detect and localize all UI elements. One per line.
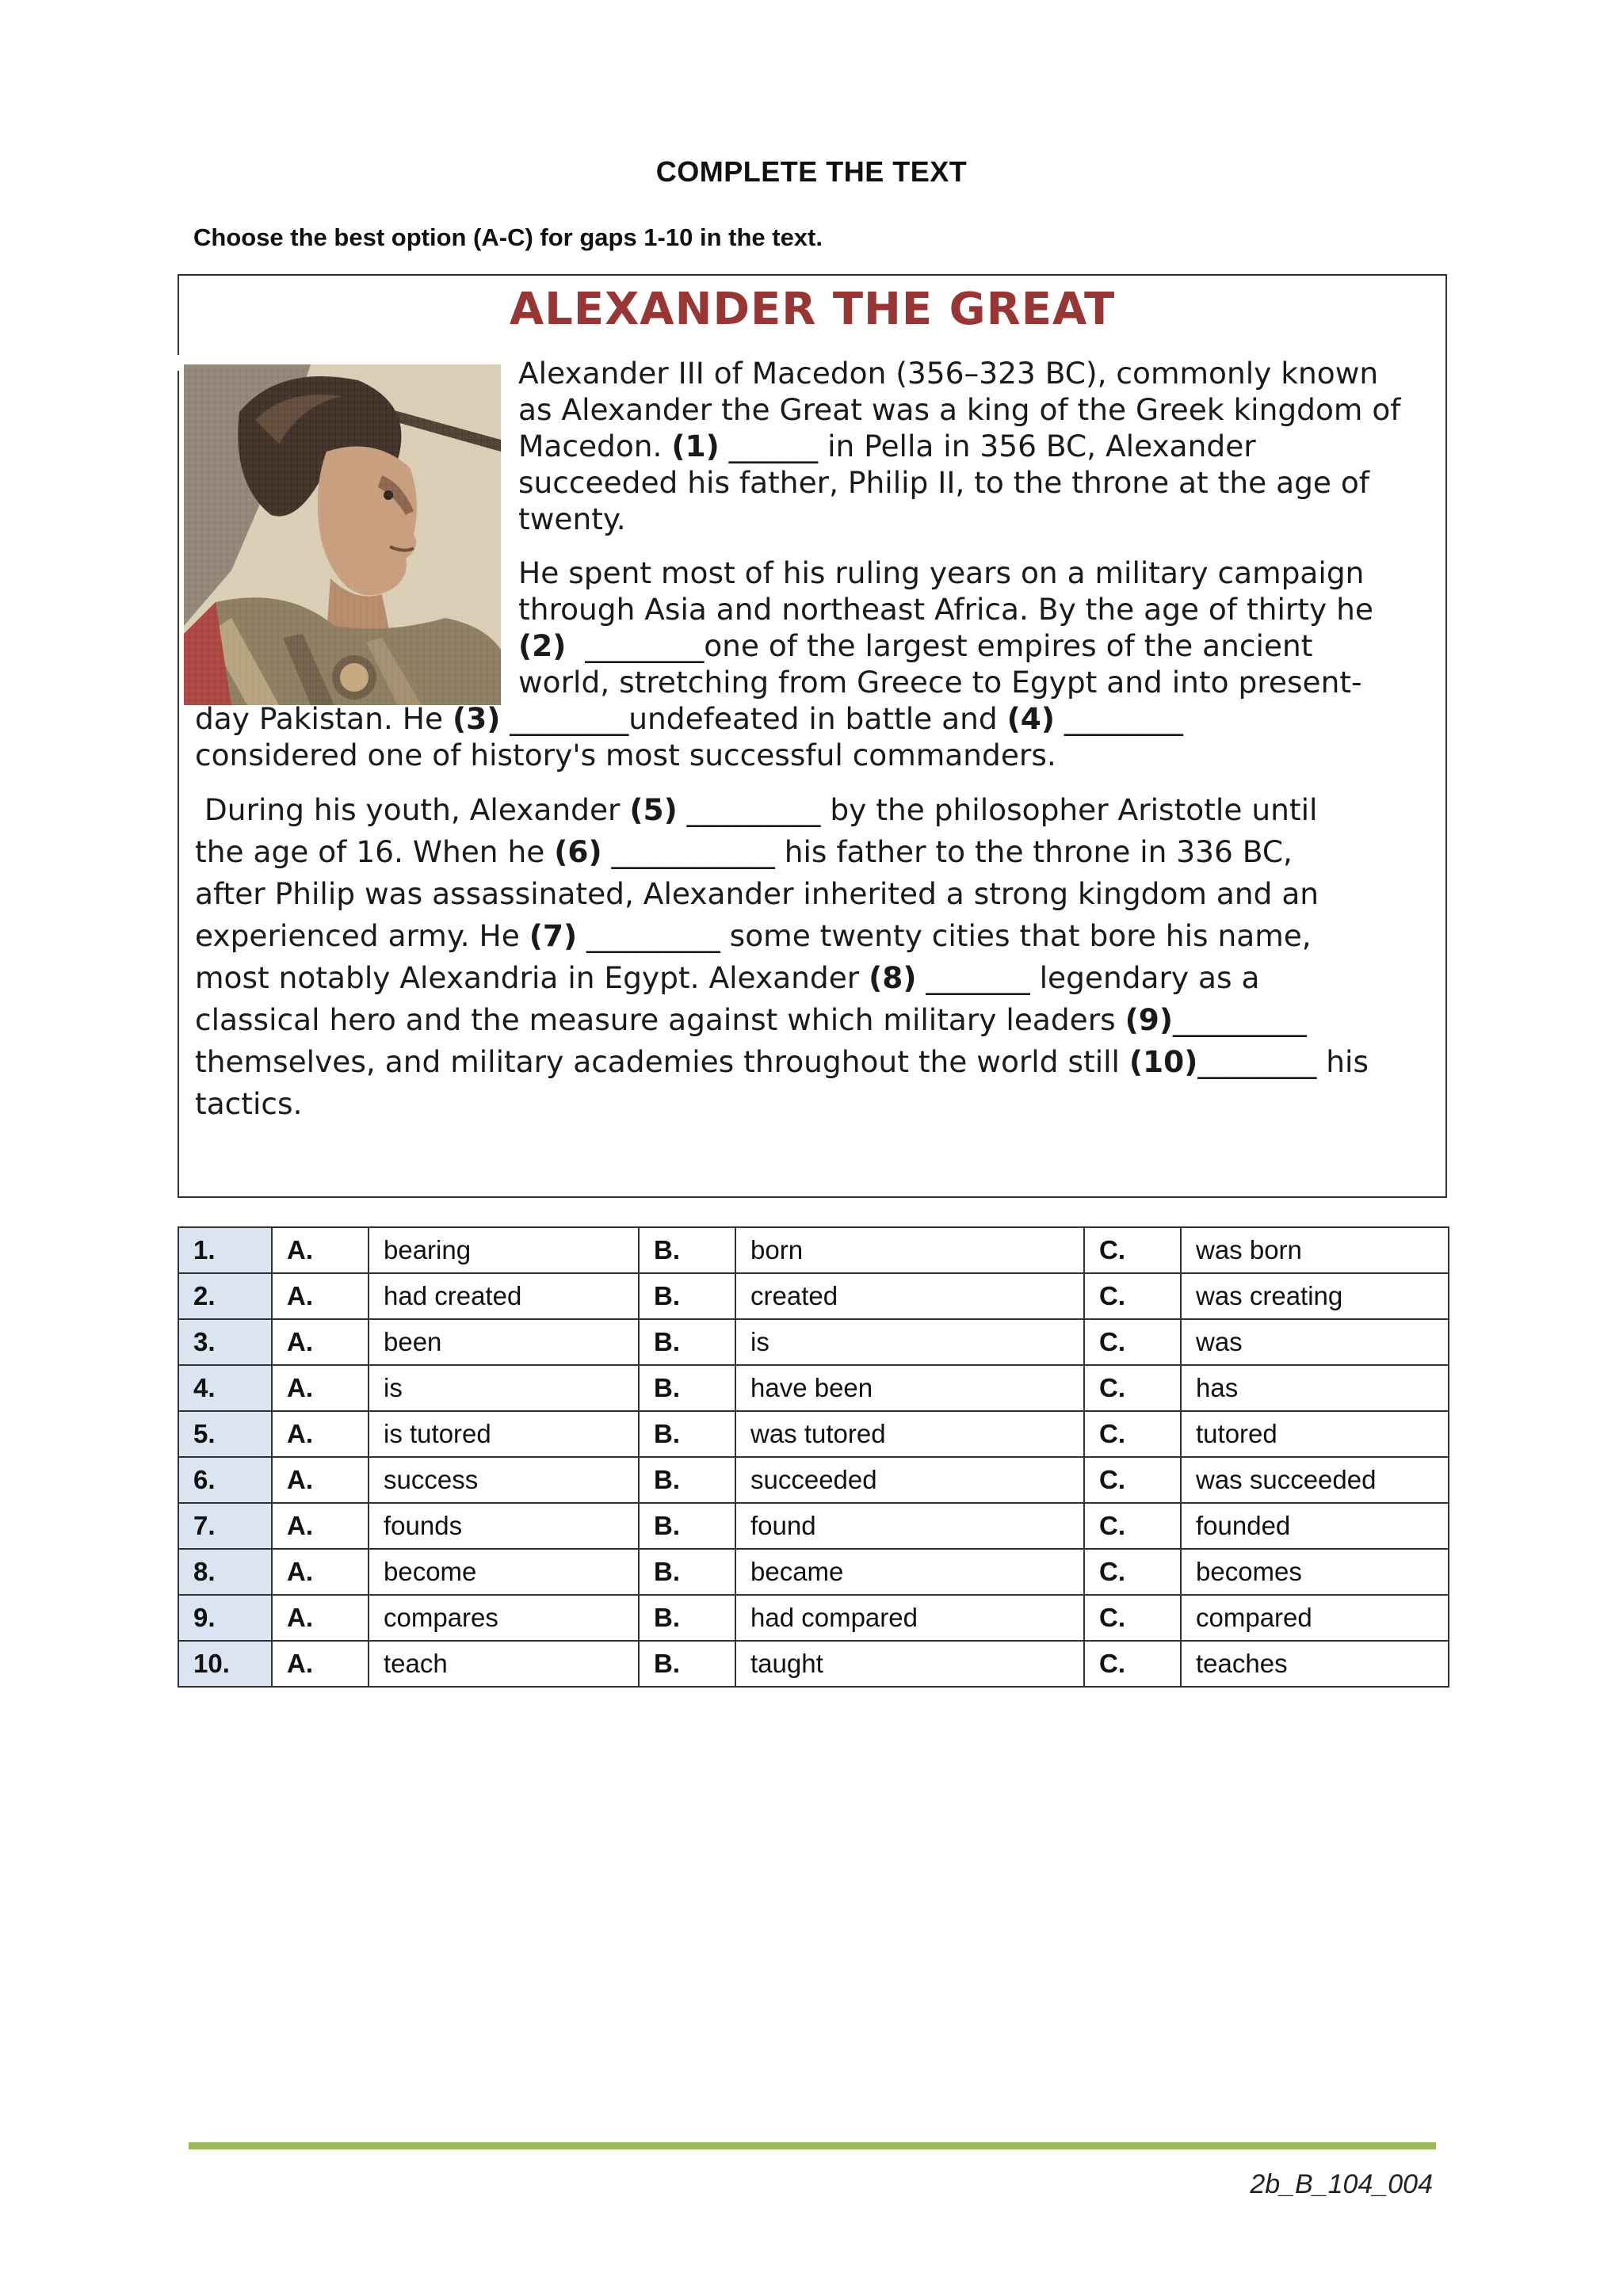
text-line: classical hero and the measure against which military leaders (9)_________ bbox=[195, 1002, 1307, 1037]
gap-number: (6) bbox=[554, 834, 602, 869]
option-a-label: A. bbox=[272, 1503, 369, 1549]
question-number: 1. bbox=[178, 1227, 272, 1273]
option-c-label: C. bbox=[1084, 1273, 1181, 1319]
article-paragraph-1 bbox=[195, 355, 1439, 537]
option-c-label: C. bbox=[1084, 1457, 1181, 1503]
option-a-text: teach bbox=[369, 1641, 639, 1687]
text-line: (2) ________one of the largest empires of the ancient bbox=[518, 628, 1313, 663]
option-a-label: A. bbox=[272, 1273, 369, 1319]
text-line: considered one of history's most successful commanders. bbox=[195, 738, 1056, 772]
question-number: 10. bbox=[178, 1641, 272, 1687]
option-a-label: A. bbox=[272, 1411, 369, 1457]
article-paragraph-2 bbox=[195, 555, 1439, 773]
option-row bbox=[178, 1319, 1449, 1365]
option-b-label: B. bbox=[639, 1457, 735, 1503]
gap-number: (4) bbox=[1006, 701, 1055, 736]
gap-number: (9) bbox=[1125, 1002, 1174, 1037]
option-b-label: B. bbox=[639, 1273, 735, 1319]
option-c-label: C. bbox=[1084, 1411, 1181, 1457]
option-row bbox=[178, 1595, 1449, 1641]
option-a-label: A. bbox=[272, 1549, 369, 1595]
option-b-text: created bbox=[735, 1273, 1084, 1319]
gap-number: (7) bbox=[529, 918, 578, 953]
option-c-label: C. bbox=[1084, 1365, 1181, 1411]
option-c-text: has bbox=[1181, 1365, 1449, 1411]
gap-number: (5) bbox=[629, 792, 678, 827]
option-row bbox=[178, 1549, 1449, 1595]
option-a-label: A. bbox=[272, 1319, 369, 1365]
text-line: twenty. bbox=[518, 502, 626, 536]
option-b-label: B. bbox=[639, 1595, 735, 1641]
option-c-label: C. bbox=[1084, 1319, 1181, 1365]
text-line: He spent most of his ruling years on a military campaign bbox=[518, 555, 1365, 590]
option-row bbox=[178, 1503, 1449, 1549]
option-a-text: had created bbox=[369, 1273, 639, 1319]
option-c-label: C. bbox=[1084, 1595, 1181, 1641]
option-c-text: tutored bbox=[1181, 1411, 1449, 1457]
option-b-text: is bbox=[735, 1319, 1084, 1365]
option-c-text: was born bbox=[1181, 1227, 1449, 1273]
option-c-text: teaches bbox=[1181, 1641, 1449, 1687]
option-c-text: was creating bbox=[1181, 1273, 1449, 1319]
text-line: Alexander III of Macedon (356–323 BC), commonly known bbox=[518, 356, 1379, 391]
option-row bbox=[178, 1641, 1449, 1687]
question-number: 6. bbox=[178, 1457, 272, 1503]
option-row bbox=[178, 1365, 1449, 1411]
document-code: 2b_B_104_004 bbox=[1250, 2169, 1433, 2199]
question-number: 9. bbox=[178, 1595, 272, 1641]
text-line: the age of 16. When he (6) ___________ his father to the throne in 336 BC, bbox=[195, 834, 1293, 869]
option-c-label: C. bbox=[1084, 1227, 1181, 1273]
text-line: after Philip was assassinated, Alexander inherited a strong kingdom and an bbox=[195, 876, 1319, 911]
article-paragraph-3 bbox=[195, 789, 1439, 1125]
question-number: 5. bbox=[178, 1411, 272, 1457]
text-line: day Pakistan. He (3) ________undefeated in battle and (4) ________ bbox=[195, 701, 1183, 736]
option-a-text: is tutored bbox=[369, 1411, 639, 1457]
text-line: experienced army. He (7) _________ some twenty cities that bore his name, bbox=[195, 918, 1312, 953]
option-b-text: taught bbox=[735, 1641, 1084, 1687]
option-b-text: had compared bbox=[735, 1595, 1084, 1641]
option-a-label: A. bbox=[272, 1641, 369, 1687]
option-b-text: became bbox=[735, 1549, 1084, 1595]
text-line: themselves, and military academies throughout the world still (10)________ his bbox=[195, 1044, 1369, 1079]
option-b-label: B. bbox=[639, 1319, 735, 1365]
option-a-label: A. bbox=[272, 1457, 369, 1503]
text-line: tactics. bbox=[195, 1086, 303, 1121]
text-line: succeeded his father, Philip II, to the throne at the age of bbox=[518, 465, 1370, 500]
options-table bbox=[178, 1226, 1449, 1688]
question-number: 7. bbox=[178, 1503, 272, 1549]
gap-number: (3) bbox=[452, 701, 501, 736]
option-b-label: B. bbox=[639, 1365, 735, 1411]
page-title: COMPLETE THE TEXT bbox=[655, 155, 968, 188]
option-a-text: compares bbox=[369, 1595, 639, 1641]
option-b-text: succeeded bbox=[735, 1457, 1084, 1503]
option-b-label: B. bbox=[639, 1227, 735, 1273]
option-c-label: C. bbox=[1084, 1549, 1181, 1595]
option-c-text: was succeeded bbox=[1181, 1457, 1449, 1503]
option-b-text: found bbox=[735, 1503, 1084, 1549]
text-line: most notably Alexandria in Egypt. Alexander (8) _______ legendary as a bbox=[195, 960, 1260, 995]
question-number: 8. bbox=[178, 1549, 272, 1595]
option-b-label: B. bbox=[639, 1411, 735, 1457]
text-line: through Asia and northeast Africa. By the age of thirty he bbox=[518, 592, 1373, 627]
option-b-text: born bbox=[735, 1227, 1084, 1273]
option-b-text: have been bbox=[735, 1365, 1084, 1411]
option-a-label: A. bbox=[272, 1365, 369, 1411]
option-a-text: been bbox=[369, 1319, 639, 1365]
gap-number: (1) bbox=[671, 429, 720, 463]
text-line: world, stretching from Greece to Egypt and into present- bbox=[518, 665, 1362, 700]
option-b-label: B. bbox=[639, 1641, 735, 1687]
question-number: 4. bbox=[178, 1365, 272, 1411]
instructions: Choose the best option (A-C) for gaps 1-10 in the text. bbox=[193, 223, 823, 251]
gap-number: (8) bbox=[869, 960, 917, 995]
text-line: as Alexander the Great was a king of the Greek kingdom of bbox=[518, 392, 1401, 427]
option-row bbox=[178, 1273, 1449, 1319]
option-c-text: compared bbox=[1181, 1595, 1449, 1641]
option-b-text: was tutored bbox=[735, 1411, 1084, 1457]
option-a-text: become bbox=[369, 1549, 639, 1595]
question-number: 3. bbox=[178, 1319, 272, 1365]
gap-number: (10) bbox=[1128, 1044, 1198, 1079]
option-a-text: success bbox=[369, 1457, 639, 1503]
option-c-text: becomes bbox=[1181, 1549, 1449, 1595]
gap-number: (2) bbox=[518, 628, 567, 663]
text-line: During his youth, Alexander (5) _________ by the philosopher Aristotle until bbox=[195, 792, 1318, 827]
text-line: Macedon. (1) ______ in Pella in 356 BC, Alexander bbox=[518, 429, 1256, 463]
option-a-text: founds bbox=[369, 1503, 639, 1549]
option-c-label: C. bbox=[1084, 1641, 1181, 1687]
option-c-text: was bbox=[1181, 1319, 1449, 1365]
option-row bbox=[178, 1227, 1449, 1273]
option-a-label: A. bbox=[272, 1595, 369, 1641]
option-c-text: founded bbox=[1181, 1503, 1449, 1549]
option-b-label: B. bbox=[639, 1549, 735, 1595]
option-a-text: bearing bbox=[369, 1227, 639, 1273]
question-number: 2. bbox=[178, 1273, 272, 1319]
option-row bbox=[178, 1411, 1449, 1457]
option-c-label: C. bbox=[1084, 1503, 1181, 1549]
option-a-label: A. bbox=[272, 1227, 369, 1273]
footer-divider bbox=[189, 2142, 1436, 2149]
option-row bbox=[178, 1457, 1449, 1503]
option-b-label: B. bbox=[639, 1503, 735, 1549]
article-title: ALEXANDER THE GREAT bbox=[509, 284, 1116, 335]
article-box bbox=[178, 274, 1447, 1198]
option-a-text: is bbox=[369, 1365, 639, 1411]
